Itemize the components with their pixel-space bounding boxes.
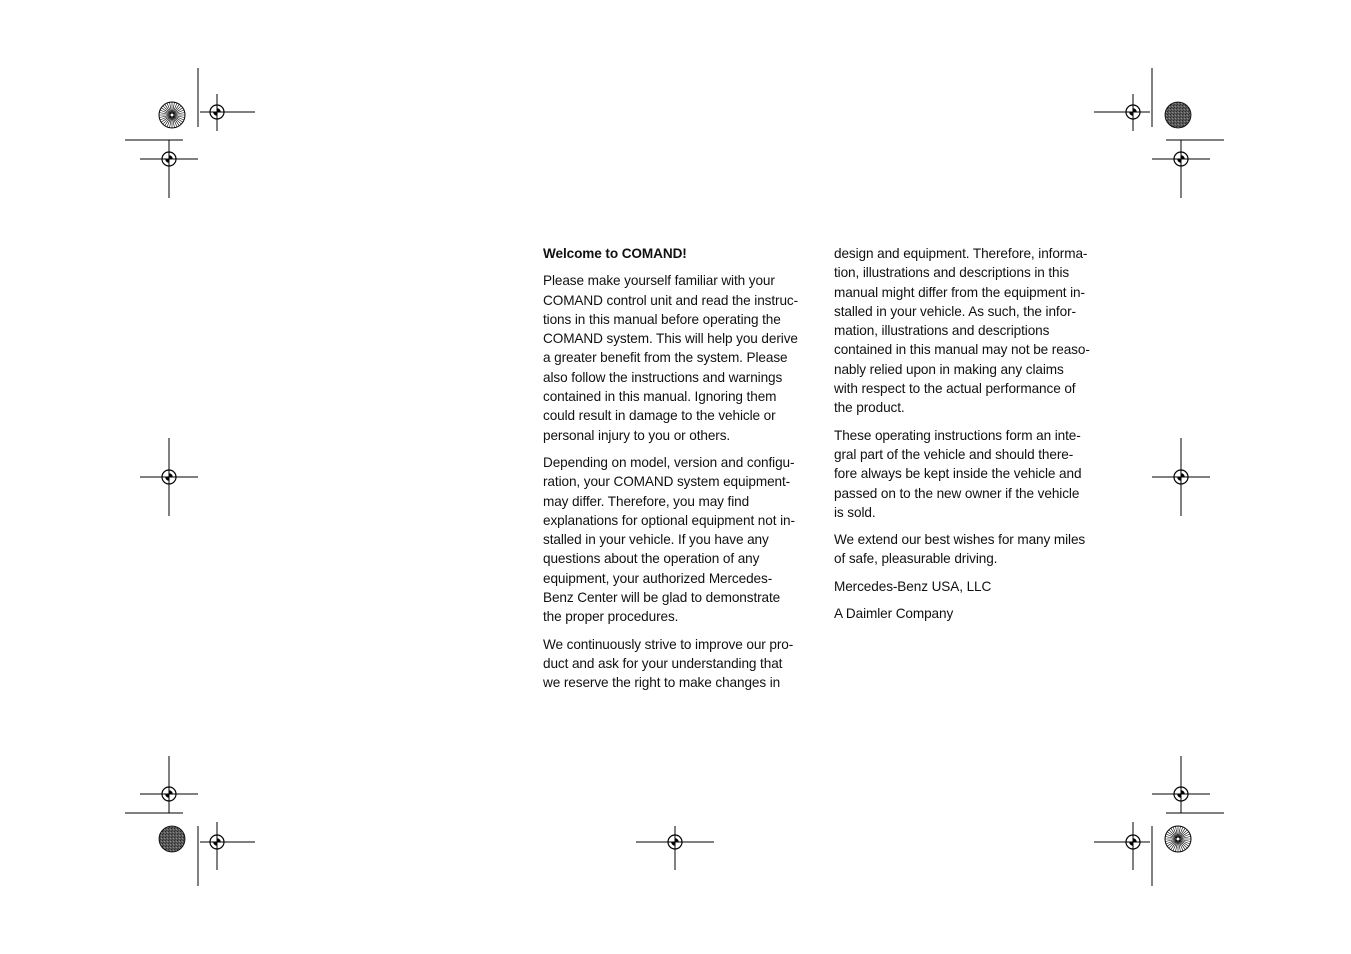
side-mark-right bbox=[1152, 438, 1210, 516]
star-target-icon bbox=[159, 102, 185, 128]
paragraph: These operating instructions form an inte- gral part of the vehicle and should there- fore always be kept inside the vehicle and passed on to the new owner if the vehicle is sold. bbox=[834, 427, 1082, 520]
corner-marks-top-right bbox=[1094, 68, 1224, 198]
corner-marks-top-left bbox=[125, 68, 255, 198]
side-mark-left bbox=[140, 438, 198, 516]
registration-target-icon bbox=[156, 781, 182, 807]
registration-target-icon bbox=[204, 829, 230, 855]
corner-marks-bottom-left bbox=[125, 756, 255, 886]
bottom-center-mark bbox=[636, 826, 714, 870]
text-column-left bbox=[543, 244, 819, 701]
registration-target-icon bbox=[1120, 99, 1146, 125]
registration-target-icon bbox=[1168, 146, 1194, 172]
registration-target-icon bbox=[156, 464, 182, 490]
registration-target-icon bbox=[662, 829, 688, 855]
registration-target-icon bbox=[1168, 464, 1194, 490]
registration-target-icon bbox=[156, 146, 182, 172]
corner-marks-bottom-right bbox=[1094, 756, 1224, 886]
gray-density-patch-icon bbox=[159, 826, 185, 852]
text-column-right bbox=[834, 244, 1110, 631]
company-name: Mercedes-Benz USA, LLC bbox=[834, 578, 992, 594]
gray-density-patch-icon bbox=[1165, 102, 1191, 128]
paragraph: We continuously strive to improve our pro- duct and ask for your understanding that we reserve the right to make changes in bbox=[543, 636, 794, 691]
registration-target-icon bbox=[1120, 829, 1146, 855]
star-target-icon bbox=[1165, 826, 1191, 852]
company-affiliation: A Daimler Company bbox=[834, 606, 954, 622]
page-heading: Welcome to COMAND! bbox=[543, 246, 687, 261]
paragraph: Depending on model, version and configu- ration, your COMAND system equipment- may differ. Therefore, you may find explanations for optional equipment not in- stalled in your vehicle. If you have any questions about the operation of any equipment, your authorized Mercedes- Benz Center will be glad to demonstrate the proper procedures. bbox=[543, 454, 795, 625]
registration-target-icon bbox=[1168, 781, 1194, 807]
paragraph: design and equipment. Therefore, informa- tion, illustrations and descriptions in this manual might differ from the equipment in- stalled in your vehicle. As such, the infor- mation, illustrations and descriptions contained in this manual may not be reaso- nably relied upon in making any claims with respect to the actual performance of the product. bbox=[834, 246, 1090, 416]
paragraph: We extend our best wishes for many miles of safe, pleasurable driving. bbox=[834, 532, 1086, 567]
paragraph: Please make yourself familiar with your COMAND control unit and read the instruc- tions in this manual before operating the COMAND system. This will help you derive a greater benefit from the system. Please also follow the instructions and warnings contained in this manual. Ignoring them could result in damage to the vehicle or personal injury to you or others. bbox=[543, 273, 799, 443]
registration-target-icon bbox=[204, 99, 230, 125]
